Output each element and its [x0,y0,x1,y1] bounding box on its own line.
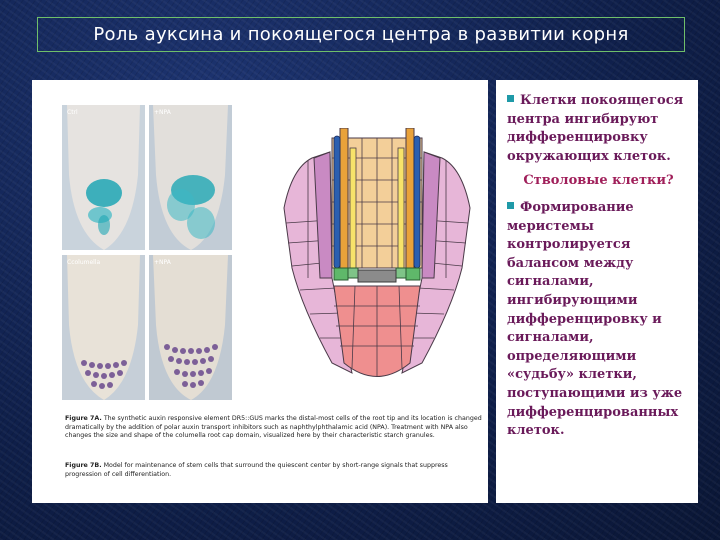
photo-tag: +NPA [154,259,171,266]
slide-title-box [37,17,685,52]
bullet-text-2: Формирование меристемы контролируется балансом между сигналами, ингибирующими дифференцировку и сигналами, определяющими «судьбу» клетки, поступающими из уже дифференцированных клеток. [507,199,683,439]
root-photo-control [62,105,145,250]
slide-title: Роль ауксина и покоящегося центра в развитии корня [93,24,629,45]
stem-cells-question: Стволовые клетки? [523,173,674,189]
caption-b-label: Figure 7B. [65,462,102,469]
text-panel [496,80,698,503]
photo-tag: Ccolumella [67,259,101,266]
figure-panel [32,80,488,503]
root-photo-npa-image [149,105,232,250]
caption-a-label: Figure 7A. [65,415,102,422]
root-photo-columella-npa [149,255,232,400]
root-photo-control-image [62,105,145,250]
root-photo-columella [62,255,145,400]
caption-b-text: Model for maintenance of stem cells that surround the quiescent center by short-range signals that suppress progression of cell differentiation. [65,462,448,478]
root-photo-npa [149,105,232,250]
bullet-square-icon [507,202,514,209]
figure-caption-b [65,462,485,479]
bullet-item-1 [507,92,690,166]
bullet-square-icon [507,95,514,102]
root-photo-columella-image [62,255,145,400]
caption-a-text: The synthetic auxin responsive element DR5::GUS marks the distal-most cells of the root tip and its location is changed dramatically by the addition of polar auxin transport inhibitors such as naphthylphthalamic acid (NPA). Treatment with NPA also changes the size and shape of the columella root cap domain, visualized here by their characteristic starch granules. [65,415,482,439]
bullet-item-2 [507,199,690,441]
photo-tag: Ctrl [67,109,78,116]
bullet-text-1: Клетки покоящегося центра ингибируют дифференцировку окружающих клеток. [507,93,684,164]
figure-caption-a [65,415,485,441]
root-photo-columella-npa-image [149,255,232,400]
photo-tag: +NPA [154,109,171,116]
root-meristem-diagram [272,128,482,398]
